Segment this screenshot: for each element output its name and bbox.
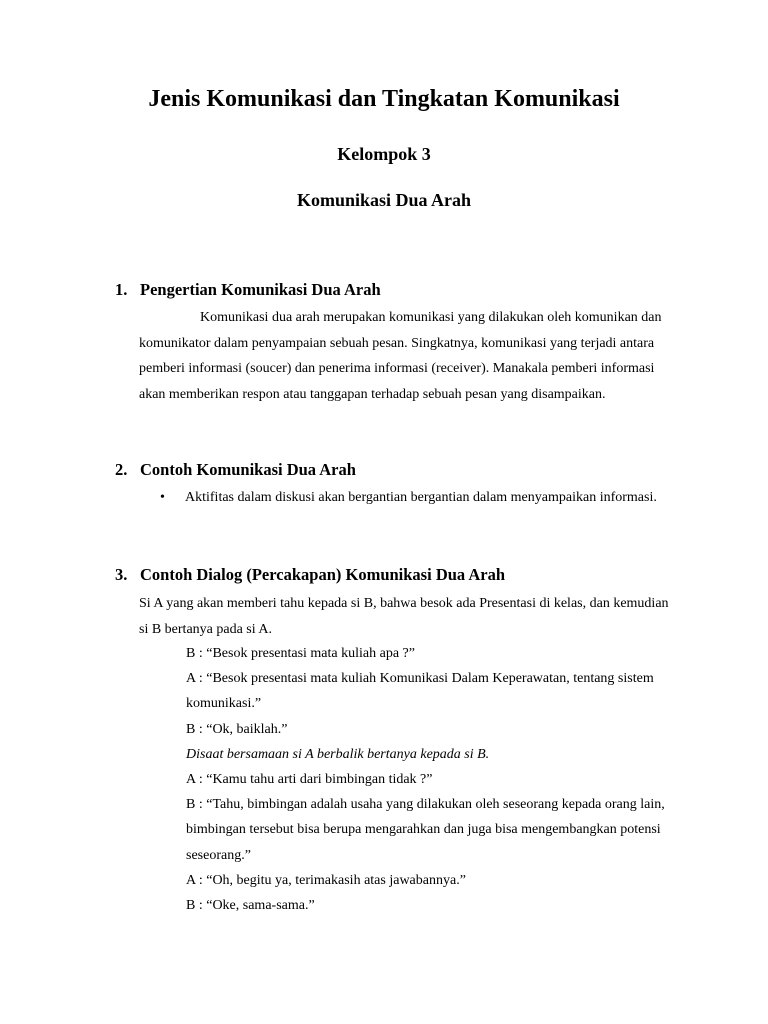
bullet-text: Aktifitas dalam diskusi akan bergantian bergantian dalam menyampaikan informasi. (185, 490, 657, 505)
section-heading-text: Contoh Komunikasi Dua Arah (140, 460, 356, 479)
dialog-line: B : “Tahu, bimbingan adalah usaha yang dilakukan oleh seseorang kepada orang lain, bimbingan tersebut bisa berupa mengarahkan dan juga bisa mengembangkan potensi seseorang.” (186, 797, 665, 863)
section-number: 3. (115, 565, 128, 584)
bullet-icon: • (160, 490, 165, 505)
section-heading-text: Pengertian Komunikasi Dua Arah (140, 280, 381, 299)
dialog-line: B : “Ok, baiklah.” (186, 721, 288, 737)
section-heading-3 (115, 565, 505, 585)
dialog-intro: Si A yang akan memberi tahu kepada si B, bahwa besok ada Presentasi di kelas, dan kemudian si B bertanya pada si A. (139, 596, 669, 637)
dialog-line: B : “Besok presentasi mata kuliah apa ?” (186, 646, 415, 661)
group-name: Kelompok 3 (337, 144, 431, 164)
section-heading-2 (115, 460, 356, 480)
dialog-line: B : “Oke, sama-sama.” (186, 898, 315, 914)
paragraph-text: Komunikasi dua arah merupakan komunikasi yang dilakukan oleh komunikan dan komunikator dalam penyampaian sebuah pesan. Singkatnya, komunikasi yang terjadi antara pemberi informasi (soucer) dan penerima informasi (receiver). Manakala pemberi informasi akan memberikan respon atau tanggapan terhadap sebuah pesan yang disampaikan. (139, 310, 662, 402)
section-heading-1 (115, 280, 381, 300)
dialog-line: A : “Besok presentasi mata kuliah Komunikasi Dalam Keperawatan, tentang sistem komunikasi.” (186, 671, 654, 712)
section-heading-text: Contoh Dialog (Percakapan) Komunikasi Dua Arah (140, 565, 506, 584)
section-number: 2. (115, 460, 128, 479)
dialog-block (186, 641, 676, 918)
section-number: 1. (115, 280, 128, 299)
dialog-line: A : “Kamu tahu arti dari bimbingan tidak ?” (186, 772, 433, 788)
dialog-narration: Disaat bersamaan si A berbalik bertanya kepada si B. (186, 746, 490, 762)
section-paragraph-1 (139, 305, 679, 407)
document-title: Jenis Komunikasi dan Tingkatan Komunikasi (148, 86, 620, 112)
dialog-line: A : “Oh, begitu ya, terimakasih atas jawabannya.” (186, 872, 466, 888)
topic-title: Komunikasi Dua Arah (296, 190, 472, 210)
